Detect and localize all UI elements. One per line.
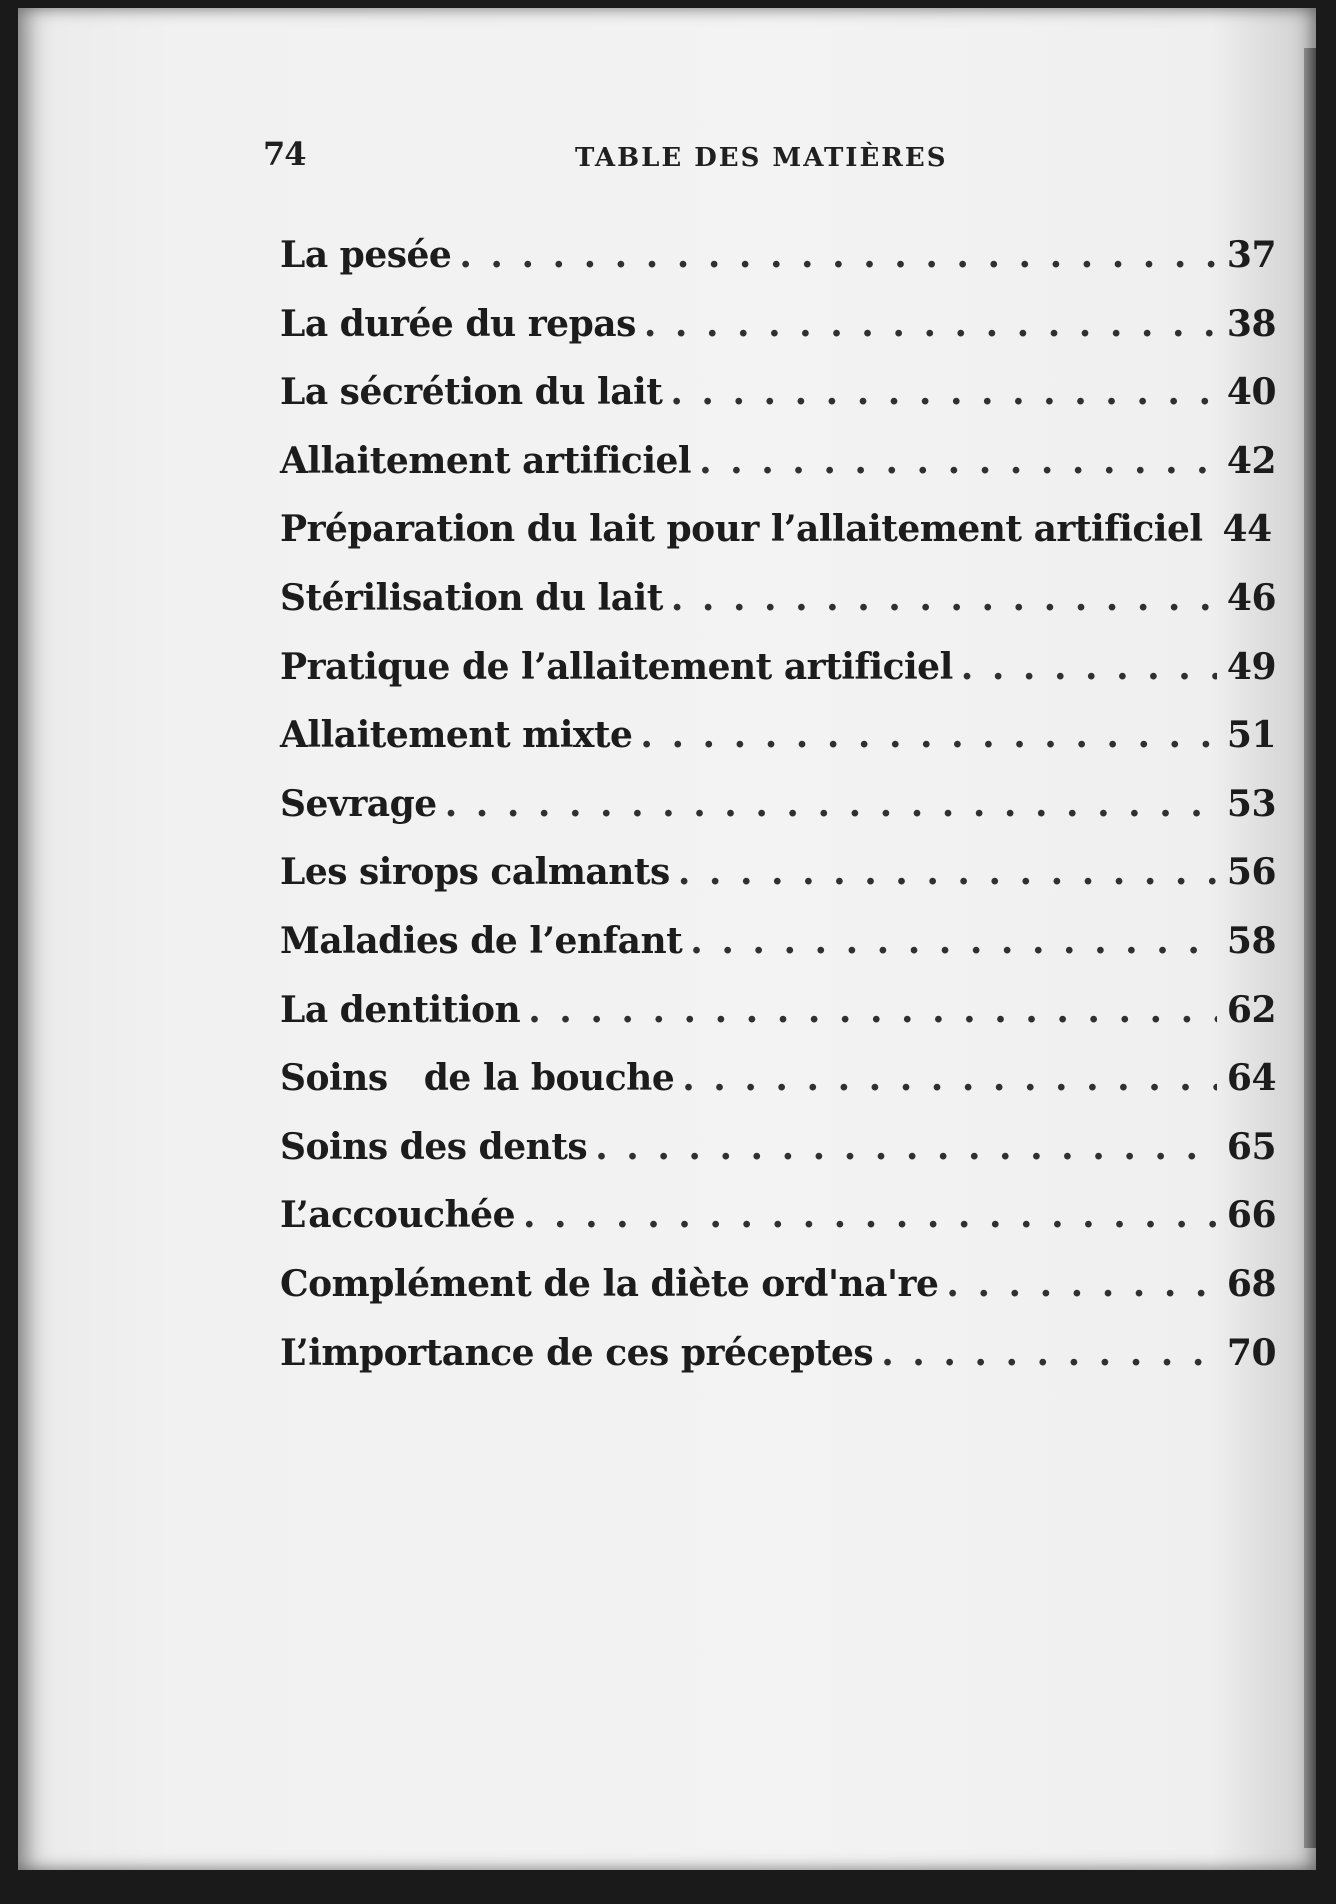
- toc-entry-page: 58: [1226, 919, 1276, 962]
- book-page: [18, 8, 1316, 1870]
- dot-leader: [881, 1332, 1217, 1374]
- toc-entry-title: Préparation du lait pour l’allaitement artificiel: [280, 508, 1203, 551]
- toc-entry: [280, 1332, 1276, 1401]
- toc-entry: [280, 234, 1276, 303]
- toc-entry-title: Complément de la diète ord'na're: [280, 1262, 939, 1305]
- dot-leader: [528, 989, 1217, 1031]
- toc-entry-page: 56: [1226, 851, 1276, 894]
- toc-entry: [280, 920, 1276, 989]
- toc-entry-page: 65: [1226, 1125, 1276, 1168]
- toc-entry-title: Soins de la bouche: [280, 1057, 675, 1100]
- toc-entry: [280, 508, 1276, 577]
- toc-entry-page: 44: [1222, 508, 1272, 551]
- toc-entry-page: 40: [1226, 371, 1276, 414]
- toc-entry: [280, 1263, 1276, 1332]
- toc-entry-title: La pesée: [280, 234, 452, 276]
- toc-entry: [280, 1126, 1276, 1195]
- page-edge-shadow: [1304, 48, 1316, 1848]
- dot-leader: [671, 577, 1217, 619]
- toc-entry-title: Maladies de l’enfant: [280, 919, 683, 962]
- toc-entry-title: La durée du repas: [280, 302, 636, 345]
- toc-entry-page: 64: [1226, 1057, 1276, 1100]
- toc-entry-page: 51: [1226, 714, 1276, 757]
- dot-leader: [445, 783, 1217, 825]
- dot-leader: [644, 303, 1217, 345]
- dot-leader: [523, 1194, 1217, 1236]
- dot-leader: [961, 646, 1217, 688]
- toc-entry: [280, 851, 1276, 920]
- toc-entry: [280, 646, 1276, 715]
- toc-entry-title: L’accouchée: [280, 1194, 515, 1237]
- page-header: [263, 135, 1263, 185]
- toc-entry-title: La dentition: [280, 988, 521, 1031]
- toc-entry: [280, 989, 1276, 1058]
- toc-entry-title: Allaitement mixte: [280, 714, 633, 757]
- dot-leader: [682, 1057, 1217, 1099]
- dot-leader: [678, 851, 1217, 893]
- toc-entry: [280, 577, 1276, 646]
- toc-entry: [280, 714, 1276, 783]
- toc-entry: [280, 783, 1276, 852]
- toc-entry-page: 37: [1226, 234, 1276, 276]
- toc-entry-title: Sevrage: [280, 782, 437, 825]
- toc-entry: [280, 440, 1276, 509]
- toc-entry-page: 68: [1226, 1262, 1276, 1305]
- toc-entry-title: Les sirops calmants: [280, 851, 670, 894]
- dot-leader: [690, 920, 1217, 962]
- toc-entry-title: L’importance de ces préceptes: [280, 1331, 874, 1374]
- toc-entry: [280, 303, 1276, 372]
- dot-leader: [699, 440, 1217, 482]
- toc-entry-page: 49: [1226, 645, 1276, 688]
- running-title: TABLE DES MATIÈRES: [575, 143, 948, 173]
- dot-leader: [670, 371, 1217, 413]
- toc-entry: [280, 1194, 1276, 1263]
- toc-entry-page: 62: [1226, 988, 1276, 1031]
- dot-leader: [946, 1263, 1217, 1305]
- page-number: 74: [263, 135, 306, 173]
- toc-entry: [280, 371, 1276, 440]
- toc-entry-page: 46: [1226, 576, 1276, 619]
- toc-entry-title: Stérilisation du lait: [280, 576, 663, 619]
- toc-entry-title: Allaitement artificiel: [280, 439, 692, 482]
- toc-entry: [280, 1057, 1276, 1126]
- toc-entry-page: 53: [1226, 782, 1276, 825]
- dot-leader: [595, 1126, 1217, 1168]
- table-of-contents: [280, 234, 1276, 1400]
- toc-entry-title: La sécrétion du lait: [280, 371, 663, 414]
- dot-leader: [640, 714, 1216, 756]
- toc-entry-title: Soins des dents: [280, 1125, 588, 1168]
- toc-entry-page: 38: [1226, 302, 1276, 345]
- toc-entry-page: 66: [1226, 1194, 1276, 1237]
- toc-entry-title: Pratique de l’allaitement artificiel: [280, 645, 953, 688]
- toc-entry-page: 70: [1226, 1331, 1276, 1374]
- toc-entry-page: 42: [1226, 439, 1276, 482]
- dot-leader: [459, 234, 1217, 276]
